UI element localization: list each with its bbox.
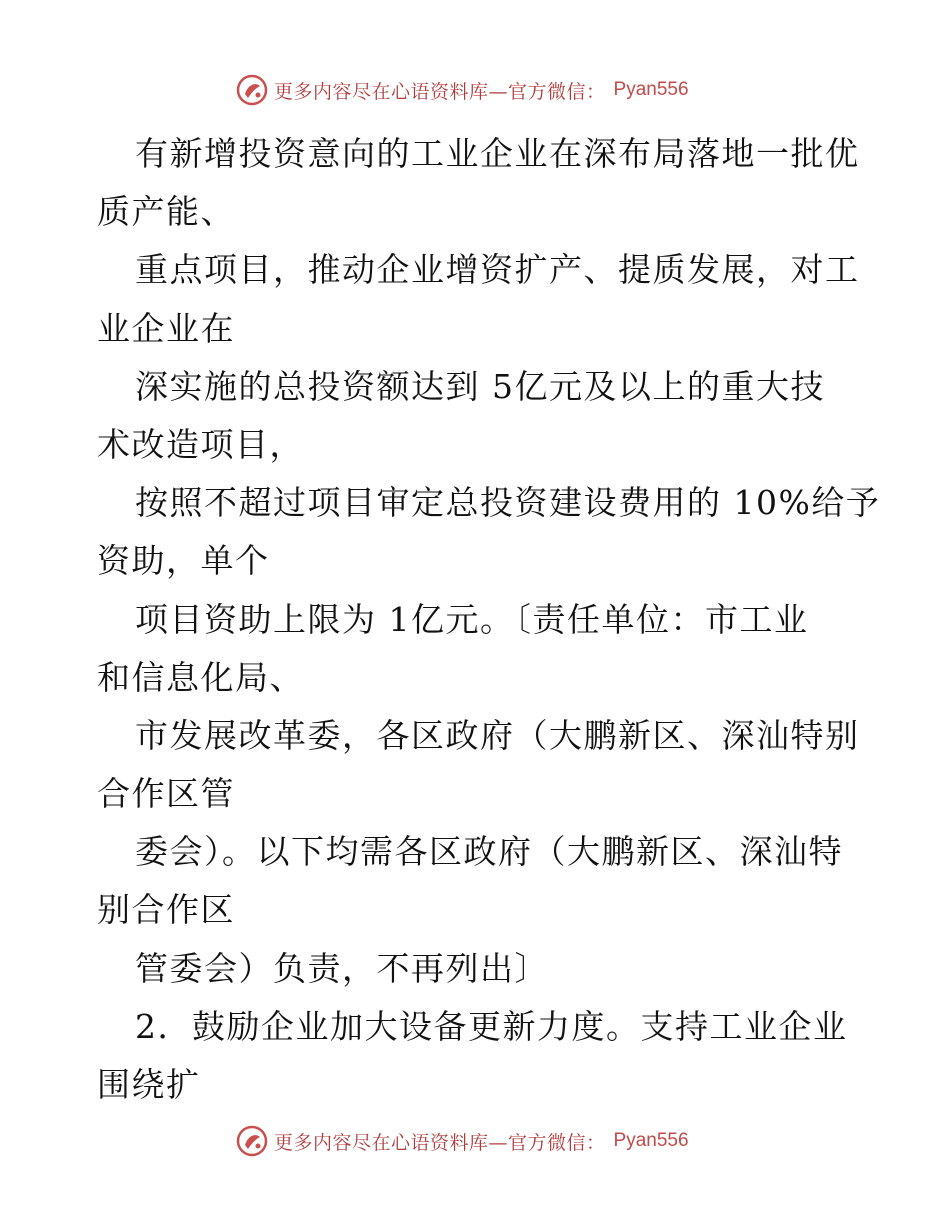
document-body <box>0 125 950 1114</box>
logo-icon <box>236 1125 268 1157</box>
text-line: 2．鼓励企业加大设备更新力度。支持工业企业 <box>135 1006 848 1046</box>
text-line: 资助，单个 <box>97 541 270 581</box>
watermark-text: 更多内容尽在心语资料库—官方微信： <box>274 80 606 103</box>
text-line: 深实施的总投资额达到 5亿元及以上的重大技 <box>135 366 825 406</box>
text-line: 重点项目，推动企业增资扩产、提质发展，对工 <box>135 250 860 290</box>
text-line: 项目资助上限为 1亿元。〔责任单位：市工业 <box>135 599 809 639</box>
text-line: 质产能、 <box>97 192 235 232</box>
text-line: 合作区管 <box>97 774 235 814</box>
text-line: 按照不超过项目审定总投资建设费用的 10%给予 <box>135 483 881 523</box>
text-line: 围绕扩 <box>97 1065 201 1104</box>
text-line: 管委会）负责，不再列出〕 <box>135 948 549 988</box>
logo-icon <box>236 74 268 106</box>
watermark-id: Pyan556 <box>613 1130 689 1151</box>
text-line: 术改造项目， <box>97 424 304 464</box>
text-line: 有新增投资意向的工业企业在深布局落地一批优 <box>135 134 860 173</box>
text-line: 业企业在 <box>97 308 235 348</box>
watermark-id: Pyan556 <box>613 79 689 100</box>
watermark-text: 更多内容尽在心语资料库—官方微信： <box>274 1131 606 1154</box>
text-line: 市发展改革委，各区政府（大鹏新区、深汕特别 <box>135 715 860 755</box>
text-line: 和信息化局、 <box>97 657 304 697</box>
watermark-header <box>236 73 689 107</box>
watermark-footer <box>236 1124 689 1158</box>
text-line: 别合作区 <box>97 890 235 930</box>
text-line: 委会）。以下均需各区政府（大鹏新区、深汕特 <box>135 832 843 872</box>
